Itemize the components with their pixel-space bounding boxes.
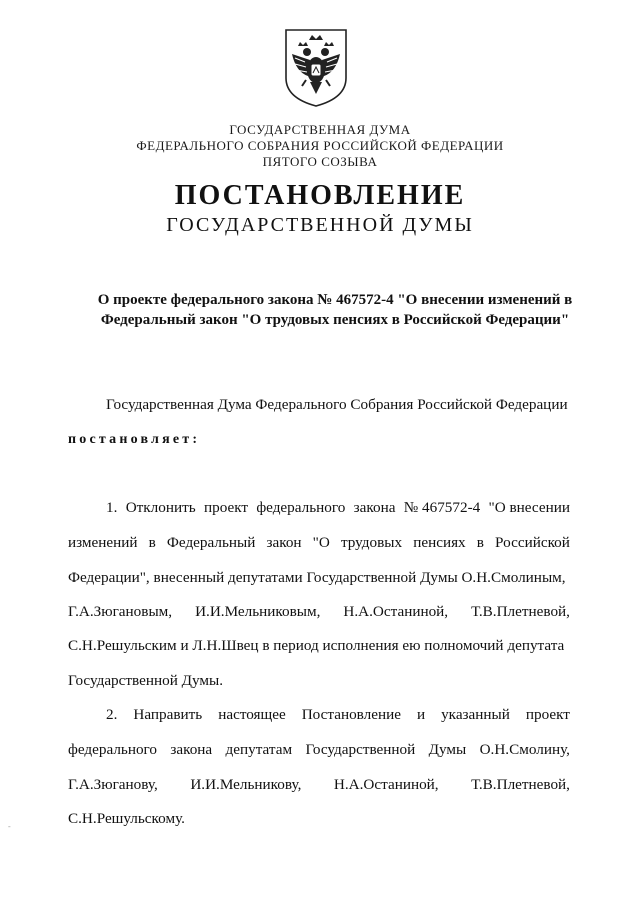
item2-line2: [68, 741, 570, 759]
subject-heading: [96, 290, 574, 330]
item1-word: И.И.Мельниковым,: [195, 603, 321, 620]
subject-line1: О проекте федерального закона № 467572-4 "О внесении изменений в: [97, 292, 573, 308]
org-name-line2: ФЕДЕРАЛЬНОГО СОБРАНИЯ РОССИЙСКОЙ ФЕДЕРАЦИИ: [136, 138, 504, 153]
item1-word: закона: [353, 499, 396, 516]
item1-word: Отклонить: [125, 499, 196, 516]
item1-word: Российской: [495, 534, 570, 551]
item2-word: указанный: [441, 706, 510, 723]
item2-line1: [106, 706, 570, 724]
item1-line5: С.Н.Решульским и Л.Н.Швец в период исполнения ею полномочий депутата: [68, 637, 565, 654]
item2-word: настоящее: [218, 706, 286, 723]
preamble-text: Государственная Дума Федерального Собрания Российской Федерации: [106, 396, 568, 413]
document-subtitle: ГОСУДАРСТВЕННОЙ ДУМЫ: [166, 214, 474, 236]
item2-line3: [68, 776, 570, 794]
item1-word: закон: [266, 534, 302, 551]
item2-number: 2.: [106, 706, 118, 723]
item2-word: федерального: [68, 741, 157, 758]
item2-word: О.Н.Смолину,: [479, 741, 570, 758]
item1-word: Т.В.Плетневой,: [471, 603, 570, 620]
item2-line4: С.Н.Решульскому.: [68, 810, 185, 827]
item1-word: федерального: [256, 499, 346, 516]
item1-line1: [106, 499, 570, 517]
item1-number: 1.: [106, 499, 118, 516]
item1-line6: Государственной Думы.: [68, 672, 223, 689]
item1-word: в: [148, 534, 156, 551]
item2-word: Т.В.Плетневой,: [471, 776, 570, 793]
item1-word: "О: [312, 534, 330, 551]
state-emblem-icon: [282, 26, 350, 110]
item1-word: № 467572-4: [403, 499, 481, 516]
item1-line3: Федерации", внесенный депутатами Государственной Думы О.Н.Смолиным,: [68, 569, 566, 586]
item1-word: изменений: [68, 534, 138, 551]
subject-line2: Федеральный закон "О трудовых пенсиях в Российской Федерации": [100, 312, 570, 328]
item2-word: Государственной: [305, 741, 416, 758]
item2-word: И.И.Мельникову,: [190, 776, 302, 793]
item2-word: Думы: [428, 741, 467, 758]
org-name-line1: ГОСУДАРСТВЕННАЯ ДУМА: [229, 122, 411, 137]
item1-word: в: [476, 534, 484, 551]
item2-word: Н.А.Останиной,: [333, 776, 439, 793]
item2-word: Постановление: [301, 706, 401, 723]
item2-word: депутатам: [225, 741, 293, 758]
document-title: ПОСТАНОВЛЕНИЕ: [174, 180, 466, 211]
item2-word: закона: [170, 741, 213, 758]
item1-word: Федеральный: [166, 534, 256, 551]
item2-word: проект: [525, 706, 570, 723]
margin-mark: -: [8, 822, 11, 831]
item1-word: Г.А.Зюгановым,: [68, 603, 173, 620]
item1-word: трудовых: [340, 534, 403, 551]
item1-word: "О внесении: [488, 499, 570, 516]
item2-word: и: [416, 706, 426, 723]
item1-line2: [68, 534, 570, 552]
item1-word: пенсиях: [413, 534, 466, 551]
decree-word: постановляет:: [68, 432, 201, 447]
item2-word: Г.А.Зюганову,: [68, 776, 158, 793]
item1-word: Н.А.Останиной,: [343, 603, 449, 620]
item1-word: проект: [203, 499, 249, 516]
item2-word: Направить: [133, 706, 203, 723]
convocation-line: ПЯТОГО СОЗЫВА: [262, 154, 378, 169]
item1-line4: [68, 603, 570, 621]
